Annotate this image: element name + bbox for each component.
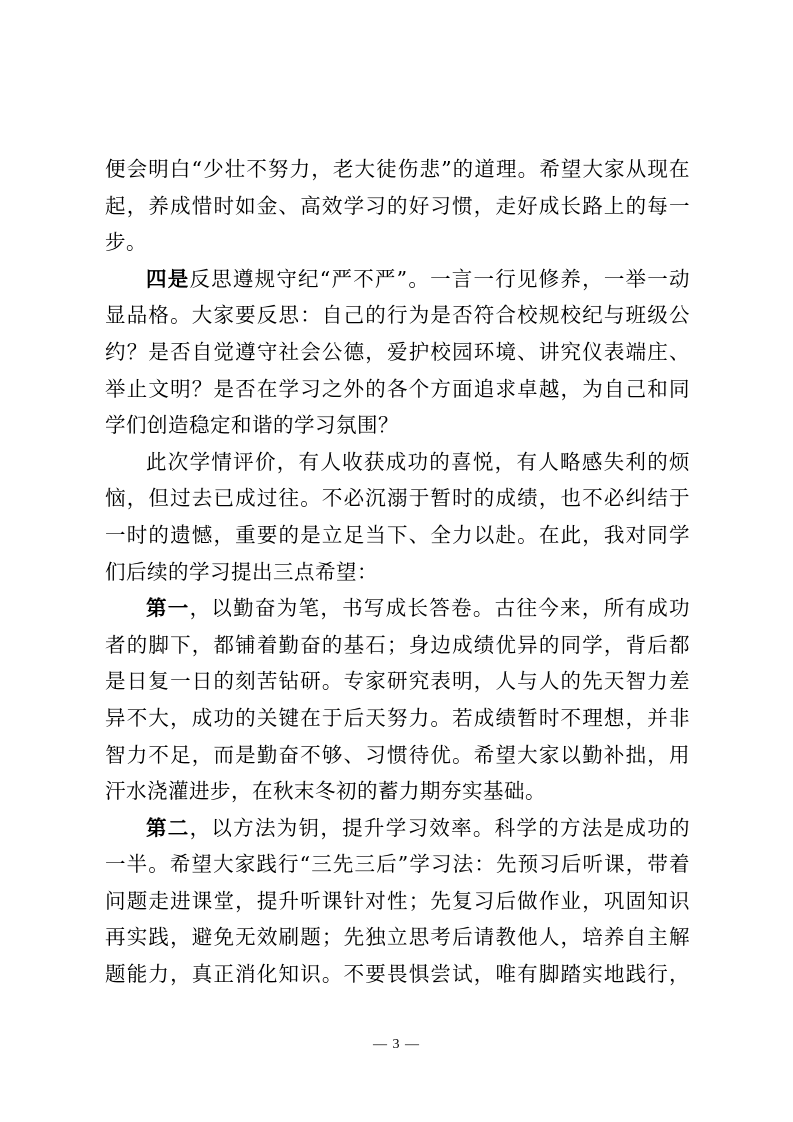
text-line: 异不大，成功的关键在于后天努力。若成绩暂时不理想，并非 (105, 705, 690, 730)
text-line: 一时的遗憾，重要的是立足当下、全力以赴。在此，我对同学 (105, 522, 690, 547)
paragraph-lead: 四是 (146, 266, 190, 291)
paragraph-4 (105, 590, 690, 810)
text-line: 举止文明？是否在学习之外的各个方面追求卓越，为自己和同 (105, 376, 690, 401)
text-line: 一半。希望大家践行“三先三后”学习法：先预习后听课，带着 (105, 852, 690, 877)
text-line: 者的脚下，都铺着勤奋的基石；身边成绩优异的同学，背后都 (105, 632, 690, 657)
text-line: 恼，但过去已成过往。不必沉溺于暂时的成绩，也不必纠结于 (105, 486, 690, 511)
text-line: 显品格。大家要反思：自己的行为是否符合校规校纪与班级公 (105, 303, 690, 328)
text-line: 约？是否自觉遵守社会公德，爱护校园环境、讲究仪表端庄、 (105, 339, 690, 364)
paragraph-1 (105, 151, 690, 261)
text-line: 此次学情评价，有人收获成功的喜悦，有人略感失利的烦 (146, 449, 690, 474)
text-line: 起，养成惜时如金、高效学习的好习惯，走好成长路上的每一 (105, 193, 690, 218)
text-line: 智力不足，而是勤奋不够、习惯待优。希望大家以勤补拙，用 (105, 742, 690, 767)
text-line (105, 261, 690, 298)
paragraph-2 (105, 261, 690, 444)
text-fragment: ，以勤奋为笔，书写成长答卷。古往今来，所有成功 (189, 596, 691, 621)
text-line: 步。 (105, 230, 147, 255)
page-number: — 3 — (373, 1037, 420, 1052)
text-line: 们后续的学习提出三点希望： (105, 559, 378, 584)
text-line (105, 590, 690, 627)
body-text (105, 151, 690, 993)
text-line: 汗水浇灌进步，在秋末冬初的蓄力期夯实基础。 (105, 779, 546, 804)
paragraph-5 (105, 810, 690, 993)
text-line (105, 810, 690, 847)
paragraph-3 (105, 444, 690, 590)
text-line: 再实践，避免无效刷题；先独立思考后请教他人，培养自主解 (105, 925, 690, 950)
text-line: 是日复一日的刻苦钻研。专家研究表明，人与人的先天智力差 (105, 669, 690, 694)
text-line: 问题走进课堂，提升听课针对性；先复习后做作业，巩固知识 (105, 888, 690, 913)
text-fragment: ，以方法为钥，提升学习效率。科学的方法是成功的 (189, 815, 691, 840)
paragraph-lead: 第一 (146, 596, 190, 621)
text-line: 题能力，真正消化知识。不要畏惧尝试，唯有脚踏实地践行， (105, 962, 690, 987)
text-line: 便会明白“少壮不努力，老大徒伤悲”的道理。希望大家从现在 (105, 157, 690, 181)
text-fragment: 反思遵规守纪“严不严”。一言一行见修养，一举一动 (189, 266, 691, 291)
paragraph-lead: 第二 (146, 815, 190, 840)
text-line: 学们创造稳定和谐的学习氛围？ (105, 413, 399, 438)
